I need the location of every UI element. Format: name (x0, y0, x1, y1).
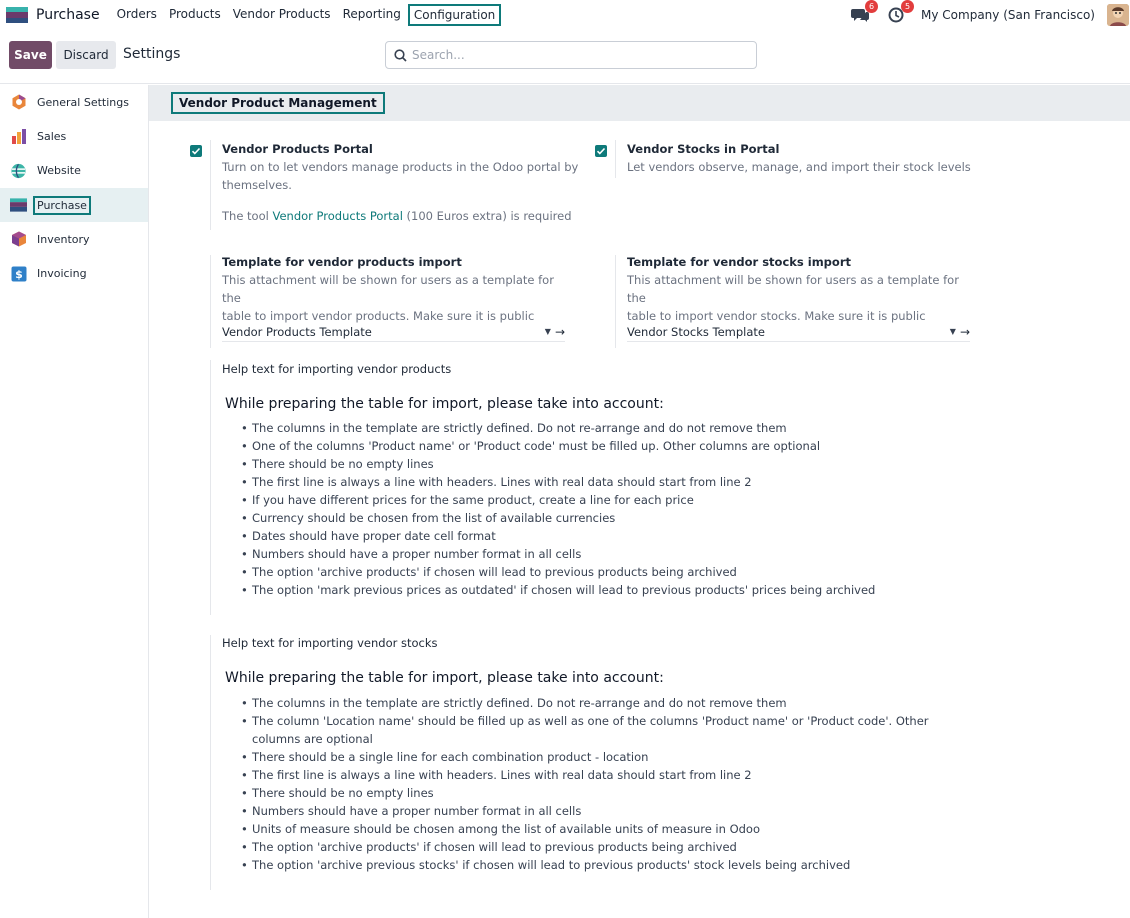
dropdown-caret-icon[interactable]: ▼ (544, 327, 551, 336)
list-item: • Currency should be chosen from the list of available currencies (241, 509, 1121, 527)
app-name[interactable]: Purchase (36, 7, 100, 23)
control-panel (0, 30, 1130, 84)
setting-description: This attachment will be shown for users as a template for the (222, 273, 554, 305)
list-item: • Dates should have proper date cell format (241, 527, 1121, 545)
messages-button[interactable] (849, 2, 875, 24)
activities-button[interactable] (885, 2, 911, 24)
help-products-heading: While preparing the table for import, please take into account: (225, 396, 664, 412)
save-button[interactable]: Save (9, 41, 52, 69)
tool-required-note: The tool Vendor Products Portal (100 Euros extra) is required (222, 209, 572, 223)
sidebar-item-invoicing[interactable] (0, 256, 148, 290)
search-icon (394, 49, 407, 62)
setting-description: Let vendors observe, manage, and import their stock levels (627, 160, 971, 174)
list-item: • Units of measure should be chosen among the list of available units of measure in Odoo (241, 820, 971, 838)
sidebar-item-label: Invoicing (37, 267, 87, 281)
setting-title: Vendor Stocks in Portal (627, 142, 780, 156)
sidebar-item-label: Inventory (37, 232, 90, 246)
products-template-setting (222, 255, 567, 325)
vendor-stocks-portal-setting (627, 142, 1007, 176)
vendor-products-portal-setting (222, 142, 602, 225)
svg-text:$: $ (14, 267, 23, 281)
stocks-template-setting (627, 255, 972, 325)
help-stocks-list (241, 694, 971, 874)
dropdown-caret-icon[interactable]: ▼ (949, 327, 956, 336)
sidebar-item-label: Sales (37, 129, 67, 143)
sales-icon (10, 128, 27, 145)
purchase-app-icon[interactable] (6, 7, 28, 23)
list-item: • The option 'archive products' if chosen will lead to previous products being archived (241, 838, 971, 856)
menu-configuration[interactable]: Configuration (408, 4, 501, 26)
website-icon (10, 162, 27, 179)
checkmark-icon (191, 146, 201, 156)
setting-description: table to import vendor products. Make sure it is public (222, 309, 535, 323)
sidebar-item-label: Purchase (33, 196, 91, 215)
setting-description: Turn on to let vendors manage products in the Odoo portal by (222, 160, 579, 174)
vendor-products-portal-link[interactable]: Vendor Products Portal (272, 209, 403, 223)
company-switcher[interactable]: My Company (San Francisco) (921, 8, 1095, 22)
stocks-template-value: Vendor Stocks Template (627, 324, 766, 339)
general-settings-icon (10, 94, 27, 111)
setting-title: Template for vendor products import (222, 255, 462, 269)
menu-products[interactable]: Products (168, 7, 221, 21)
invoicing-icon (10, 265, 27, 282)
section-header (149, 85, 1130, 121)
setting-description: table to import vendor stocks. Make sure it is public (627, 309, 926, 323)
list-item: • If you have different prices for the same product, create a line for each price (241, 491, 1121, 509)
checkmark-icon (596, 146, 606, 156)
search-box[interactable] (385, 41, 757, 69)
messages-badge: 6 (865, 0, 878, 13)
list-item: • The first line is always a line with headers. Lines with real data should start from line 2 (241, 766, 971, 784)
products-template-field[interactable] (222, 322, 565, 342)
help-stocks-heading: While preparing the table for import, please take into account: (225, 670, 664, 686)
setting-description: This attachment will be shown for users as a template for the (627, 273, 959, 305)
sidebar-item-label: General Settings (37, 95, 129, 109)
settings-sidebar (0, 85, 149, 918)
menu-vendor-products[interactable]: Vendor Products (232, 7, 331, 21)
list-item: • The option 'mark previous prices as outdated' if chosen will lead to previous products' prices being archived (241, 581, 1121, 599)
list-item: • There should be no empty lines (241, 784, 971, 802)
help-stocks-label: Help text for importing vendor stocks (222, 636, 438, 650)
list-item: • One of the columns 'Product name' or 'Product code' must be filled up. Other columns are optional (241, 437, 1121, 455)
vendor-products-portal-checkbox[interactable] (190, 145, 202, 157)
sidebar-item-inventory[interactable] (0, 222, 148, 256)
activities-badge: 5 (901, 0, 914, 13)
list-item: • The option 'archive previous stocks' if chosen will lead to previous products' stock levels being archived (241, 856, 971, 874)
help-products-label: Help text for importing vendor products (222, 362, 452, 376)
search-input[interactable] (412, 48, 732, 62)
menu-orders[interactable]: Orders (116, 7, 157, 21)
sidebar-item-general-settings[interactable] (0, 85, 148, 119)
products-template-value: Vendor Products Template (222, 324, 372, 339)
stocks-template-field[interactable] (627, 322, 970, 342)
list-item: • The option 'archive products' if chosen will lead to previous products being archived (241, 563, 1121, 581)
list-item: • There should be a single line for each combination product - location (241, 748, 971, 766)
setting-description: themselves. (222, 178, 292, 192)
help-products-list (241, 419, 1121, 599)
list-item: • There should be no empty lines (241, 455, 1121, 473)
discard-button[interactable]: Discard (56, 41, 116, 69)
main-menu (112, 4, 504, 26)
open-record-arrow-icon[interactable]: → (554, 324, 565, 339)
setting-title: Vendor Products Portal (222, 142, 373, 156)
section-title: Vendor Product Management (171, 92, 385, 114)
top-navbar (0, 0, 1130, 30)
systray (849, 0, 1130, 30)
menu-reporting[interactable]: Reporting (342, 7, 401, 21)
page-title: Settings (123, 46, 181, 62)
sidebar-item-label: Website (37, 164, 81, 178)
list-item: • The columns in the template are strictly defined. Do not re-arrange and do not remove them (241, 419, 1121, 437)
list-item: • The first line is always a line with headers. Lines with real data should start from line 2 (241, 473, 1121, 491)
sidebar-item-sales[interactable] (0, 119, 148, 153)
inventory-icon (10, 231, 27, 248)
sidebar-item-purchase[interactable] (0, 188, 148, 222)
setting-title: Template for vendor stocks import (627, 255, 851, 269)
list-item: • Numbers should have a proper number format in all cells (241, 802, 971, 820)
list-item: • The column 'Location name' should be filled up as well as one of the columns 'Product name' or 'Product code'. Other columns are optional (241, 712, 971, 748)
sidebar-item-website[interactable] (0, 154, 148, 188)
purchase-icon (10, 197, 27, 214)
vendor-stocks-portal-checkbox[interactable] (595, 145, 607, 157)
list-item: • The columns in the template are strictly defined. Do not re-arrange and do not remove them (241, 694, 971, 712)
list-item: • Numbers should have a proper number format in all cells (241, 545, 1121, 563)
open-record-arrow-icon[interactable]: → (959, 324, 970, 339)
user-avatar[interactable] (1107, 4, 1129, 26)
